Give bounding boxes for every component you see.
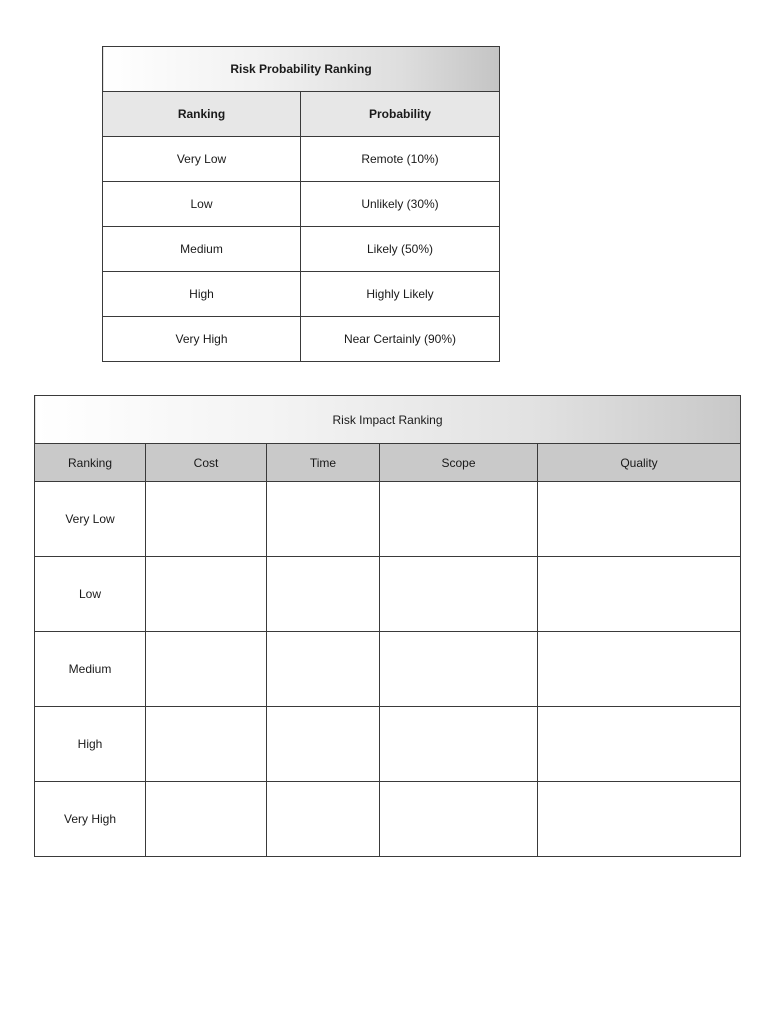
quality-cell[interactable]	[538, 557, 741, 632]
table-row	[103, 227, 500, 272]
column-header-quality: Quality	[538, 444, 741, 482]
table-header-row	[103, 92, 500, 137]
ranking-cell: High	[35, 707, 146, 782]
cost-cell[interactable]	[146, 482, 267, 557]
ranking-cell: Very High	[35, 782, 146, 857]
risk-probability-table	[102, 46, 500, 362]
table-title-row	[35, 396, 741, 444]
column-header-probability: Probability	[301, 92, 500, 137]
column-header-time: Time	[267, 444, 380, 482]
ranking-cell: Medium	[35, 632, 146, 707]
ranking-cell: Very Low	[35, 482, 146, 557]
ranking-cell: Very High	[103, 317, 301, 362]
table-row	[103, 182, 500, 227]
ranking-cell: Very Low	[103, 137, 301, 182]
table-header-row	[35, 444, 741, 482]
time-cell[interactable]	[267, 632, 380, 707]
ranking-cell: Low	[103, 182, 301, 227]
time-cell[interactable]	[267, 782, 380, 857]
time-cell[interactable]	[267, 557, 380, 632]
table-row	[35, 557, 741, 632]
table-title-row	[103, 47, 500, 92]
table-row	[103, 272, 500, 317]
probability-cell: Likely (50%)	[301, 227, 500, 272]
ranking-cell: Low	[35, 557, 146, 632]
table-row	[35, 632, 741, 707]
ranking-cell: Medium	[103, 227, 301, 272]
scope-cell[interactable]	[380, 632, 538, 707]
time-cell[interactable]	[267, 707, 380, 782]
quality-cell[interactable]	[538, 782, 741, 857]
table-row	[103, 137, 500, 182]
impact-table-title: Risk Impact Ranking	[35, 396, 741, 444]
time-cell[interactable]	[267, 482, 380, 557]
table-row	[103, 317, 500, 362]
probability-cell: Remote (10%)	[301, 137, 500, 182]
table-row	[35, 707, 741, 782]
probability-cell: Near Certainly (90%)	[301, 317, 500, 362]
cost-cell[interactable]	[146, 707, 267, 782]
quality-cell[interactable]	[538, 707, 741, 782]
probability-table-title: Risk Probability Ranking	[103, 47, 500, 92]
column-header-ranking: Ranking	[35, 444, 146, 482]
risk-impact-table	[34, 395, 741, 857]
cost-cell[interactable]	[146, 557, 267, 632]
cost-cell[interactable]	[146, 782, 267, 857]
scope-cell[interactable]	[380, 707, 538, 782]
table-row	[35, 782, 741, 857]
probability-cell: Highly Likely	[301, 272, 500, 317]
quality-cell[interactable]	[538, 632, 741, 707]
cost-cell[interactable]	[146, 632, 267, 707]
column-header-scope: Scope	[380, 444, 538, 482]
scope-cell[interactable]	[380, 557, 538, 632]
table-row	[35, 482, 741, 557]
column-header-cost: Cost	[146, 444, 267, 482]
scope-cell[interactable]	[380, 482, 538, 557]
scope-cell[interactable]	[380, 782, 538, 857]
probability-cell: Unlikely (30%)	[301, 182, 500, 227]
ranking-cell: High	[103, 272, 301, 317]
quality-cell[interactable]	[538, 482, 741, 557]
column-header-ranking: Ranking	[103, 92, 301, 137]
